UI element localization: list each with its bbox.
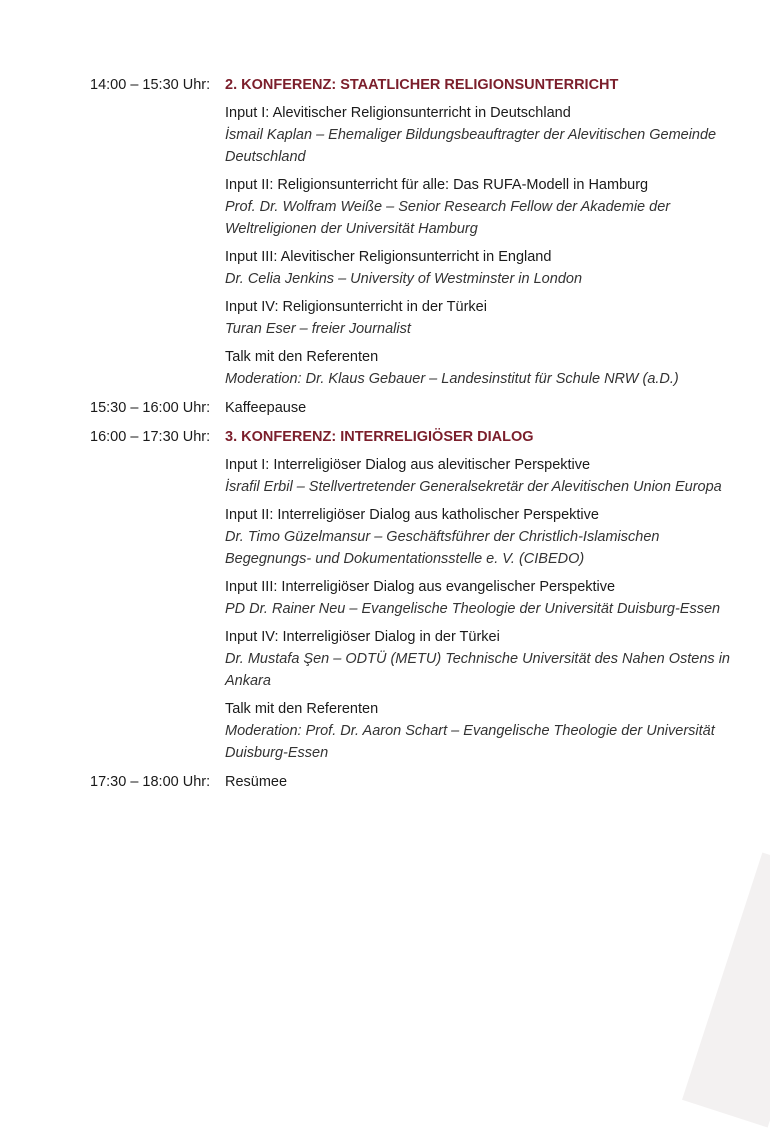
program-item [225,576,730,620]
item-speaker: Dr. Timo Güzelmansur – Geschäftsführer der Christlich-Islamischen Begegnungs- und Dokumentationsstelle e. V. (CIBEDO) [225,529,660,567]
session-time: 14:00 – 15:30 Uhr: [90,77,211,93]
item-speaker: Prof. Dr. Wolfram Weiße – Senior Research Fellow der Akademie der Weltreligionen der Universität Hamburg [225,199,671,237]
session-time: 15:30 – 16:00 Uhr: [90,400,211,416]
program-schedule [90,74,730,793]
item-moderation: Moderation: Dr. Klaus Gebauer – Landesinstitut für Schule NRW (a.D.) [225,371,679,387]
item-title: Talk mit den Referenten [225,349,379,365]
session-row [90,426,730,764]
item-speaker: PD Dr. Rainer Neu – Evangelische Theologie der Universität Duisburg-Essen [225,601,721,617]
item-speaker: İsrafil Erbil – Stellvertretender Generalsekretär der Alevitischen Union Europa [225,479,722,495]
program-item [225,346,730,390]
item-title: Input III: Alevitischer Religionsunterricht in England [225,249,552,265]
item-title: Input I: Alevitischer Religionsunterricht in Deutschland [225,105,571,121]
program-item [225,174,730,240]
session-heading: 2. KONFERENZ: STAATLICHER RELIGIONSUNTERRICHT [225,77,619,93]
item-speaker: İsmail Kaplan – Ehemaliger Bildungsbeauftragter der Alevitischen Gemeinde Deutschland [225,127,717,165]
session-row [90,771,730,793]
session-content [225,426,730,764]
session-heading: 3. KONFERENZ: INTERRELIGIÖSER DIALOG [225,429,534,445]
item-title: Input IV: Religionsunterricht in der Türkei [225,299,487,315]
session-row [90,74,730,390]
session-time: 17:30 – 18:00 Uhr: [90,774,211,790]
item-title: Input IV: Interreligiöser Dialog in der Türkei [225,629,500,645]
item-title: Input III: Interreligiöser Dialog aus evangelischer Perspektive [225,579,616,595]
item-title: Input I: Interreligiöser Dialog aus alevitischer Perspektive [225,457,591,473]
item-title: Input II: Religionsunterricht für alle: Das RUFA-Modell in Hamburg [225,177,649,193]
program-item [225,454,730,498]
program-item [225,246,730,290]
item-title: Talk mit den Referenten [225,701,379,717]
program-item [225,296,730,340]
session-content [225,74,730,390]
program-item [225,504,730,570]
item-speaker: Turan Eser – freier Journalist [225,321,411,337]
item-title: Input II: Interreligiöser Dialog aus katholischer Perspektive [225,507,599,523]
session-label: Resümee [225,774,288,790]
item-speaker: Dr. Celia Jenkins – University of Westminster in London [225,271,583,287]
program-item [225,102,730,168]
session-label: Kaffeepause [225,400,307,416]
session-time: 16:00 – 17:30 Uhr: [90,429,211,445]
session-row [90,397,730,419]
program-item [225,698,730,764]
program-item [225,626,730,692]
page-corner-decoration [682,852,770,1127]
item-moderation: Moderation: Prof. Dr. Aaron Schart – Evangelische Theologie der Universität Duisburg-Essen [225,723,715,761]
item-speaker: Dr. Mustafa Şen – ODTÜ (METU) Technische Universität des Nahen Ostens in Ankara [225,651,731,689]
